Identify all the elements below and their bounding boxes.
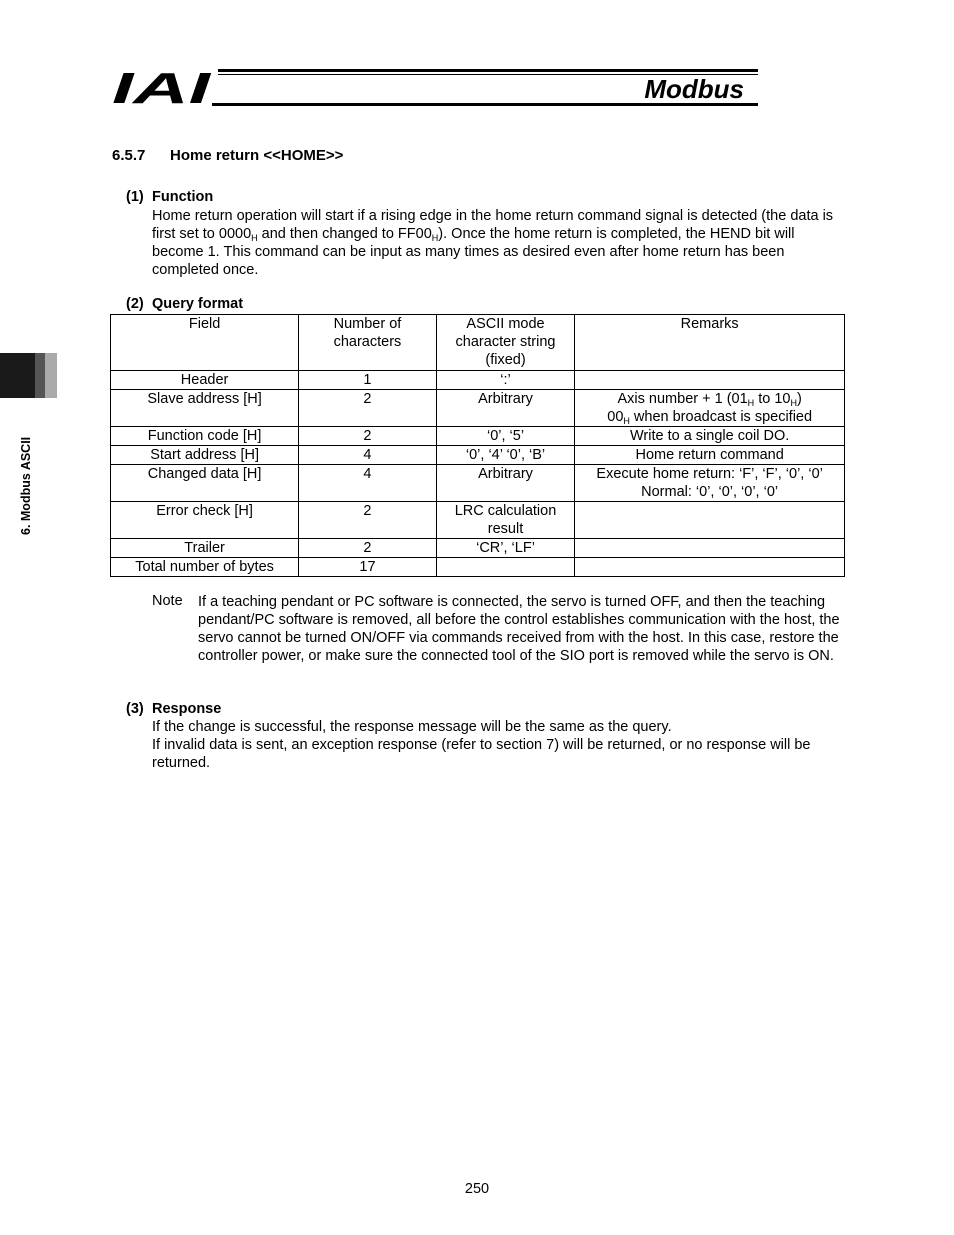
note-text: If a teaching pendant or PC software is connected, the servo is turned OFF, and then the teaching pendant/PC software is removed, all before the control establishes communication with the host, the servo cannot be turned ON/OFF via commands received from with the host. In this case, restore the controller power, or make sure the connected tool of the SIO port is removed while the servo is ON. xyxy=(198,594,840,664)
response-num: (3) xyxy=(126,701,144,717)
table-cell: Header xyxy=(111,371,299,390)
query-format-table xyxy=(110,314,845,577)
iai-logo xyxy=(112,68,212,106)
table-cell xyxy=(575,502,845,539)
chapter-label: 6. Modbus ASCII xyxy=(19,436,33,535)
table-cell xyxy=(575,558,845,577)
table-cell: Write to a single coil DO. xyxy=(575,427,845,446)
query-heading xyxy=(126,296,243,312)
table-header-cell: ASCII mode character string (fixed) xyxy=(436,315,575,371)
response-heading xyxy=(126,701,221,717)
table-cell: 2 xyxy=(299,427,437,446)
chapter-tab xyxy=(0,353,57,398)
table-cell: Home return command xyxy=(575,446,845,465)
table-cell: 4 xyxy=(299,465,437,502)
table-cell xyxy=(436,558,575,577)
table-cell: Axis number + 1 ($01_H$ to $10_H$) $00_H$ when broadcast is specified xyxy=(575,390,845,427)
table-cell: Changed data [H] xyxy=(111,465,299,502)
table-row xyxy=(111,427,845,446)
response-line-2: If invalid data is sent, an exception response (refer to section 7) will be returned, or no response will be returned. xyxy=(152,737,811,771)
table-cell: Error check [H] xyxy=(111,502,299,539)
table-cell: ‘0’, ‘4’ ‘0’, ‘B’ xyxy=(436,446,575,465)
table-cell: Slave address [H] xyxy=(111,390,299,427)
table-row xyxy=(111,558,845,577)
table-cell: 1 xyxy=(299,371,437,390)
table-cell: Start address [H] xyxy=(111,446,299,465)
table-cell: 17 xyxy=(299,558,437,577)
table-cell xyxy=(575,371,845,390)
table-header-cell: Remarks xyxy=(575,315,845,371)
table-cell: LRC calculation result xyxy=(436,502,575,539)
table-cell xyxy=(575,539,845,558)
table-header-cell: Field xyxy=(111,315,299,371)
response-text xyxy=(152,718,842,772)
table-cell: Total number of bytes xyxy=(111,558,299,577)
table-row xyxy=(111,390,845,427)
table-row xyxy=(111,371,845,390)
response-title: Response xyxy=(152,701,222,717)
table-cell: 4 xyxy=(299,446,437,465)
table-cell: Arbitrary xyxy=(436,390,575,427)
table-row xyxy=(111,465,845,502)
note-label: Note xyxy=(152,593,183,609)
table-row xyxy=(111,539,845,558)
table-cell: 2 xyxy=(299,539,437,558)
function-num: (1) xyxy=(126,189,144,205)
table-cell: Trailer xyxy=(111,539,299,558)
response-line-1: If the change is successful, the response message will be the same as the query. xyxy=(152,719,672,735)
query-title: Query format xyxy=(152,296,244,312)
header-title: Modbus xyxy=(644,74,744,104)
function-text: Home return operation will start if a rising edge in the home return command signal is detected (the data is first set to $0000_H$ and then changed to $FF00_H$). Once the home return is completed, the HEND bit will become 1. This command can be input as many times as desired even after home return has been completed once. xyxy=(152,208,834,278)
table-header-row xyxy=(111,315,845,371)
page-number: 250 xyxy=(464,1181,490,1197)
table-cell: ‘0’, ‘5’ xyxy=(436,427,575,446)
table-cell: ‘CR’, ‘LF’ xyxy=(436,539,575,558)
function-title: Function xyxy=(152,189,214,205)
table-header-cell: Number of characters xyxy=(299,315,437,371)
table-cell: Execute home return: ‘F’, ‘F’, ‘0’, ‘0’ Normal: ‘0’, ‘0’, ‘0’, ‘0’ xyxy=(575,465,845,502)
section-title: Home return <<HOME>> xyxy=(170,147,344,164)
query-num: (2) xyxy=(126,296,144,312)
table-row xyxy=(111,502,845,539)
table-cell: 2 xyxy=(299,502,437,539)
section-number: 6.5.7 xyxy=(112,147,146,164)
section-heading xyxy=(112,147,343,164)
logo-text: IAI xyxy=(112,68,212,106)
table-cell: Function code [H] xyxy=(111,427,299,446)
table-cell: ‘:’ xyxy=(436,371,575,390)
table-cell: 2 xyxy=(299,390,437,427)
table-cell: Arbitrary xyxy=(436,465,575,502)
table-row xyxy=(111,446,845,465)
function-heading xyxy=(126,189,213,205)
header-rule-top xyxy=(218,69,758,72)
